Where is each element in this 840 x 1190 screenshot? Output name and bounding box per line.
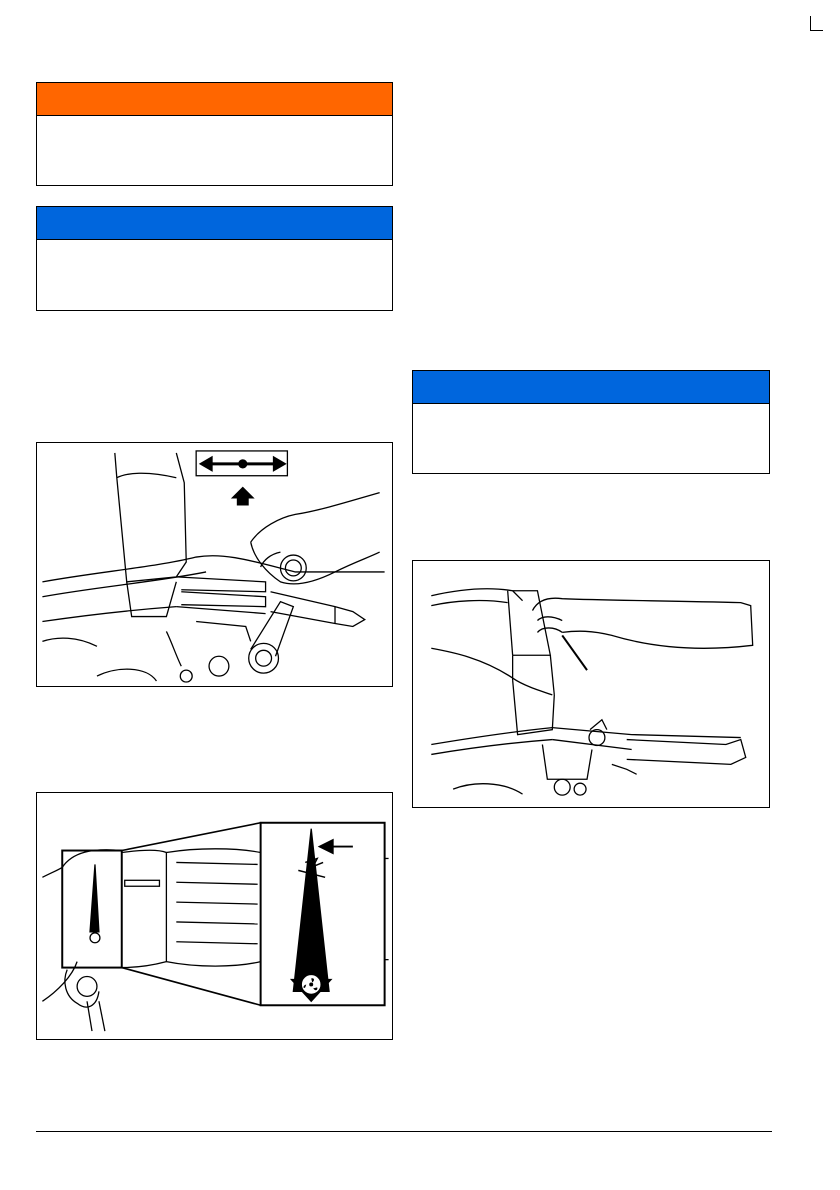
notice-header-right — [413, 371, 769, 404]
double-headed-arrow-icon — [200, 457, 285, 471]
notice-box — [36, 206, 393, 311]
warning-header — [37, 83, 392, 116]
notice-text — [37, 240, 392, 256]
figure-adjust-lever — [36, 442, 393, 687]
throttle-grip-illustration — [37, 793, 392, 1039]
notice-box-right — [412, 370, 770, 474]
adjust-lever-illustration — [37, 443, 392, 686]
notice-header — [37, 207, 392, 240]
figure-engine-cover — [412, 560, 770, 808]
footer-rule — [36, 1131, 772, 1132]
up-arrow-icon — [231, 487, 255, 506]
page-corner-mark — [810, 16, 823, 31]
engine-cover-illustration — [413, 561, 769, 807]
warning-text — [37, 116, 392, 132]
notice-text-right — [413, 404, 769, 420]
figure-throttle-grip — [36, 792, 393, 1040]
warning-box — [36, 82, 393, 186]
